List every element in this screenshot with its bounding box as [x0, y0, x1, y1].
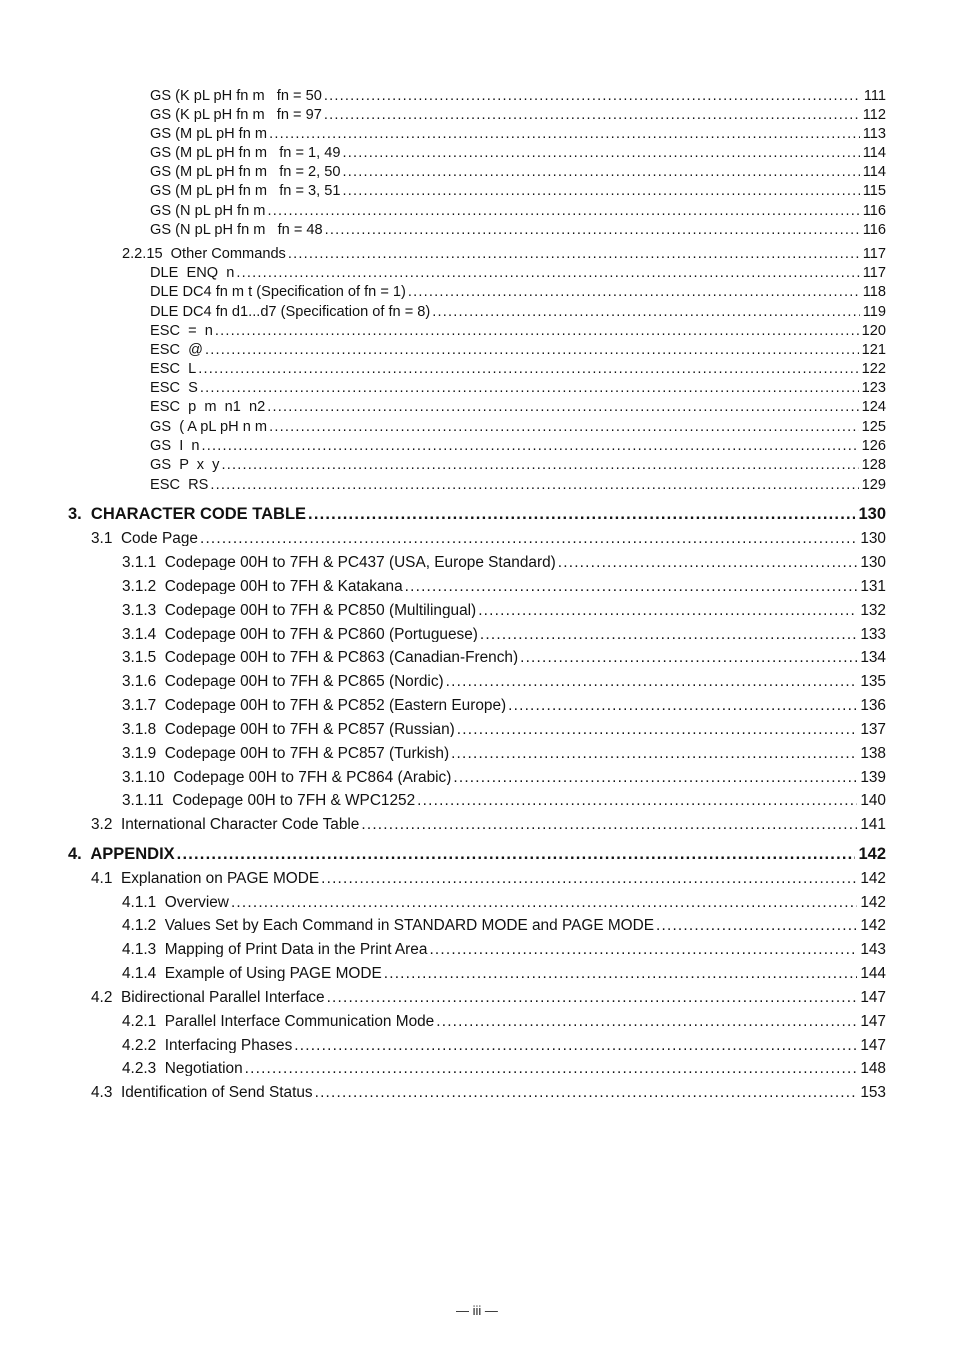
toc-subsection-entry[interactable]: [122, 650, 886, 665]
toc-command-entry[interactable]: [150, 165, 886, 180]
dot-leader: [315, 1085, 858, 1100]
toc-page-number: 144: [860, 966, 886, 982]
toc-subsection-entry[interactable]: [122, 1038, 886, 1053]
toc-page-number: 136: [860, 698, 886, 714]
toc-command-entry[interactable]: [150, 146, 886, 161]
toc-page-number: 147: [860, 990, 886, 1006]
dot-leader: [177, 846, 856, 863]
dot-leader: [321, 871, 857, 886]
dot-leader: [436, 1014, 857, 1029]
dot-leader: [342, 146, 859, 161]
toc-entry-title: 4.1.3 Mapping of Print Data in the Print Area: [122, 942, 428, 958]
toc-page-number: 130: [860, 531, 886, 547]
toc-entry-title: 3.1.10 Codepage 00H to 7FH & PC864 (Arabic): [122, 770, 452, 786]
toc-command-entry[interactable]: [150, 204, 886, 219]
dot-leader: [269, 127, 860, 142]
toc-entry-title: 3.1.2 Codepage 00H to 7FH & Katakana: [122, 579, 403, 595]
toc-entry-title: GS I n: [150, 439, 200, 454]
toc-page-number: 143: [860, 942, 886, 958]
toc-page-number: 126: [861, 439, 886, 454]
dot-leader: [215, 324, 859, 339]
toc-entry-title: GS (M pL pH fn m fn = 2, 50: [150, 165, 341, 180]
toc-page-number: 116: [862, 223, 886, 238]
toc-entry-title: ESC = n: [150, 324, 213, 339]
toc-command-entry[interactable]: [150, 266, 886, 281]
toc-subsection-entry[interactable]: [122, 603, 886, 618]
toc-chapter-entry[interactable]: [68, 846, 886, 863]
toc-entry-title: 3.1.5 Codepage 00H to 7FH & PC863 (Canadian-French): [122, 650, 519, 666]
toc-command-entry[interactable]: [150, 324, 886, 339]
toc-subsection-entry[interactable]: [122, 579, 886, 594]
toc-subsection-entry[interactable]: [122, 1014, 886, 1029]
toc-page-number: 139: [860, 770, 886, 786]
toc-page-number: 117: [862, 266, 886, 281]
dot-leader: [656, 918, 857, 933]
dot-leader: [453, 770, 857, 785]
toc-page-number: 121: [861, 343, 886, 358]
dot-leader: [432, 305, 859, 320]
toc-command-entry[interactable]: [150, 381, 886, 396]
toc-subsection-entry[interactable]: [122, 746, 886, 761]
toc-page-number: 130: [858, 506, 886, 523]
toc-entry-title: 3.1.9 Codepage 00H to 7FH & PC857 (Turkish): [122, 746, 450, 762]
toc-entry-title: GS (M pL pH fn m: [150, 127, 268, 142]
dot-leader: [245, 1061, 858, 1076]
dot-leader: [267, 204, 859, 219]
toc-page-number: 153: [860, 1085, 886, 1101]
toc-page-number: 142: [860, 895, 886, 911]
toc-page-number: 114: [862, 146, 886, 161]
toc-command-entry[interactable]: [150, 458, 886, 473]
dot-leader: [405, 579, 858, 594]
dot-leader: [221, 458, 858, 473]
toc-section-entry[interactable]: [91, 817, 886, 832]
toc-subsection-entry[interactable]: [122, 555, 886, 570]
toc-entry-title: 3.1.7 Codepage 00H to 7FH & PC852 (Eastern Europe): [122, 698, 507, 714]
toc-command-entry[interactable]: [150, 223, 886, 238]
toc-page-number: 142: [858, 846, 886, 863]
toc-entry-title: ESC RS: [150, 478, 209, 493]
toc-command-entry[interactable]: [150, 343, 886, 358]
dot-leader: [384, 966, 858, 981]
toc-command-entry[interactable]: [150, 478, 886, 493]
toc-entry-title: GS (K pL pH fn m fn = 97: [150, 108, 322, 123]
dot-leader: [417, 793, 857, 808]
toc-page-number: 125: [861, 420, 886, 435]
dot-leader: [201, 439, 858, 454]
toc-page-number: 148: [860, 1061, 886, 1077]
dot-leader: [210, 478, 858, 493]
toc-section-entry[interactable]: [91, 871, 886, 886]
dot-leader: [361, 817, 857, 832]
toc-page-number: 112: [862, 108, 886, 123]
dot-leader: [308, 506, 855, 523]
toc-entry-title: GS (N pL pH fn m: [150, 204, 266, 219]
toc-page-number: 111: [863, 89, 886, 104]
toc-command-entry[interactable]: [150, 362, 886, 377]
toc-subsection-entry[interactable]: [122, 722, 886, 737]
toc-subsection-entry[interactable]: [122, 942, 886, 957]
dot-leader: [324, 108, 860, 123]
toc-subsection-entry[interactable]: [122, 674, 886, 689]
dot-leader: [231, 895, 857, 910]
toc-page-number: 142: [860, 918, 886, 934]
toc-subsection-entry[interactable]: [122, 698, 886, 713]
toc-page-number: 113: [862, 127, 886, 142]
toc-entry-title: ESC L: [150, 362, 197, 377]
dot-leader: [269, 420, 859, 435]
toc-entry-title: ESC S: [150, 381, 198, 396]
toc-page-number: 120: [861, 324, 886, 339]
toc-page-number: 123: [861, 381, 886, 396]
toc-entry-title: 4.2.1 Parallel Interface Communication Mode: [122, 1014, 435, 1030]
dot-leader: [478, 603, 857, 618]
toc-subsection-entry[interactable]: [122, 918, 886, 933]
dot-leader: [446, 674, 858, 689]
toc-entry-title: 3.1.1 Codepage 00H to 7FH & PC437 (USA, Europe Standard): [122, 555, 556, 571]
toc-page-number: 130: [860, 555, 886, 571]
toc-subsection-entry[interactable]: [122, 895, 886, 910]
toc-page-number: 147: [860, 1014, 886, 1030]
toc-entry-title: DLE DC4 fn d1...d7 (Specification of fn = 8): [150, 305, 431, 320]
dot-leader: [288, 247, 860, 262]
toc-page-number: 118: [862, 285, 886, 300]
toc-entry-title: 3.1.6 Codepage 00H to 7FH & PC865 (Nordic): [122, 674, 444, 690]
toc-subsection-entry[interactable]: [122, 627, 886, 642]
dot-leader: [342, 184, 859, 199]
toc-entry-title: 4.1 Explanation on PAGE MODE: [91, 871, 320, 887]
toc-page-number: 124: [861, 400, 886, 415]
dot-leader: [205, 343, 859, 358]
dot-leader: [327, 990, 858, 1005]
toc-command-entry[interactable]: [150, 305, 886, 320]
dot-leader: [480, 627, 857, 642]
toc-entry-title: DLE DC4 fn m t (Specification of fn = 1): [150, 285, 406, 300]
toc-chapter-entry[interactable]: [68, 506, 886, 523]
toc-entry-title: 4. APPENDIX: [68, 846, 175, 863]
toc-entry-title: GS (M pL pH fn m fn = 3, 51: [150, 184, 341, 199]
dot-leader: [324, 89, 861, 104]
dot-leader: [429, 942, 857, 957]
toc-entry-title: 4.1.1 Overview: [122, 895, 229, 911]
toc-entry-title: 4.1.2 Values Set by Each Command in STANDARD MODE and PAGE MODE: [122, 918, 655, 934]
toc-entry-title: ESC @: [150, 343, 203, 358]
toc-entry-title: 3.1.3 Codepage 00H to 7FH & PC850 (Multilingual): [122, 603, 477, 619]
toc-section-entry[interactable]: [91, 1085, 886, 1100]
toc-page-number: 131: [860, 579, 886, 595]
toc-page-number: 140: [860, 793, 886, 809]
toc-page-number: 115: [862, 184, 886, 199]
toc-entry-title: GS P x y: [150, 458, 220, 473]
toc-section-entry[interactable]: [91, 990, 886, 1005]
toc-page-number: 141: [860, 817, 886, 833]
toc-page-number: 116: [862, 204, 886, 219]
dot-leader: [520, 650, 857, 665]
toc-page-number: 129: [861, 478, 886, 493]
toc-command-entry[interactable]: [150, 400, 886, 415]
toc-subsection-entry[interactable]: [122, 770, 886, 785]
dot-leader: [342, 165, 859, 180]
toc-subsection-entry[interactable]: [122, 966, 886, 981]
toc-page-number: 138: [860, 746, 886, 762]
toc-section-entry[interactable]: [91, 531, 886, 546]
dot-leader: [451, 746, 857, 761]
dot-leader: [558, 555, 858, 570]
toc-page-number: 133: [860, 627, 886, 643]
toc-page-number: 137: [860, 722, 886, 738]
page-number: — iii —: [456, 1303, 498, 1318]
toc-page-number: 135: [860, 674, 886, 690]
page-footer: [0, 1303, 954, 1318]
toc-entry-title: GS (N pL pH fn m fn = 48: [150, 223, 323, 238]
toc-page-number: 147: [860, 1038, 886, 1054]
toc-entry-title: 4.2.3 Negotiation: [122, 1061, 243, 1077]
toc-entry-title: GS (K pL pH fn m fn = 50: [150, 89, 322, 104]
dot-leader: [200, 531, 857, 546]
toc-entry-title: GS (M pL pH fn m fn = 1, 49: [150, 146, 341, 161]
toc-page-number: 114: [862, 165, 886, 180]
dot-leader: [267, 400, 858, 415]
toc-command-entry[interactable]: [150, 285, 886, 300]
dot-leader: [198, 362, 858, 377]
toc-page-number: 142: [860, 871, 886, 887]
toc-page-number: 132: [860, 603, 886, 619]
dot-leader: [408, 285, 860, 300]
dot-leader: [294, 1038, 857, 1053]
toc-entry-title: 2.2.15 Other Commands: [122, 247, 286, 262]
dot-leader: [236, 266, 859, 281]
dot-leader: [200, 381, 859, 396]
toc-entry-title: DLE ENQ n: [150, 266, 235, 281]
toc-entry-title: ESC p m n1 n2: [150, 400, 266, 415]
toc-entry-title: 3.1.11 Codepage 00H to 7FH & WPC1252: [122, 793, 416, 809]
toc-entry-title: 3.2 International Character Code Table: [91, 817, 360, 833]
toc-entry-title: 3.1 Code Page: [91, 531, 198, 547]
toc-subsection-entry[interactable]: [122, 1061, 886, 1076]
dot-leader: [457, 722, 858, 737]
toc-command-entry[interactable]: [150, 439, 886, 454]
toc-command-entry[interactable]: [150, 420, 886, 435]
toc-command-entry[interactable]: [150, 108, 886, 123]
dot-leader: [508, 698, 857, 713]
toc-page-number: 128: [861, 458, 886, 473]
toc-entry-title: 4.3 Identification of Send Status: [91, 1085, 313, 1101]
dot-leader: [325, 223, 860, 238]
toc-entry-title: 4.2 Bidirectional Parallel Interface: [91, 990, 325, 1006]
toc-entry-title: GS ( A pL pH n m: [150, 420, 268, 435]
toc-page-number: 119: [862, 305, 886, 320]
toc-command-entry[interactable]: [150, 184, 886, 199]
toc-subsection-entry[interactable]: [122, 793, 886, 808]
toc-page-number: 122: [861, 362, 886, 377]
toc-command-entry[interactable]: [150, 127, 886, 142]
toc-command-entry[interactable]: [150, 89, 886, 104]
toc-page-number: 134: [860, 650, 886, 666]
toc-entry-title: 3. CHARACTER CODE TABLE: [68, 506, 307, 523]
toc-section-entry[interactable]: [122, 247, 886, 262]
toc-entry-title: 4.1.4 Example of Using PAGE MODE: [122, 966, 382, 982]
toc-entry-title: 3.1.4 Codepage 00H to 7FH & PC860 (Portuguese): [122, 627, 478, 643]
toc-entry-title: 3.1.8 Codepage 00H to 7FH & PC857 (Russian): [122, 722, 455, 738]
toc-entry-title: 4.2.2 Interfacing Phases: [122, 1038, 293, 1054]
toc-page-number: 117: [862, 247, 886, 262]
